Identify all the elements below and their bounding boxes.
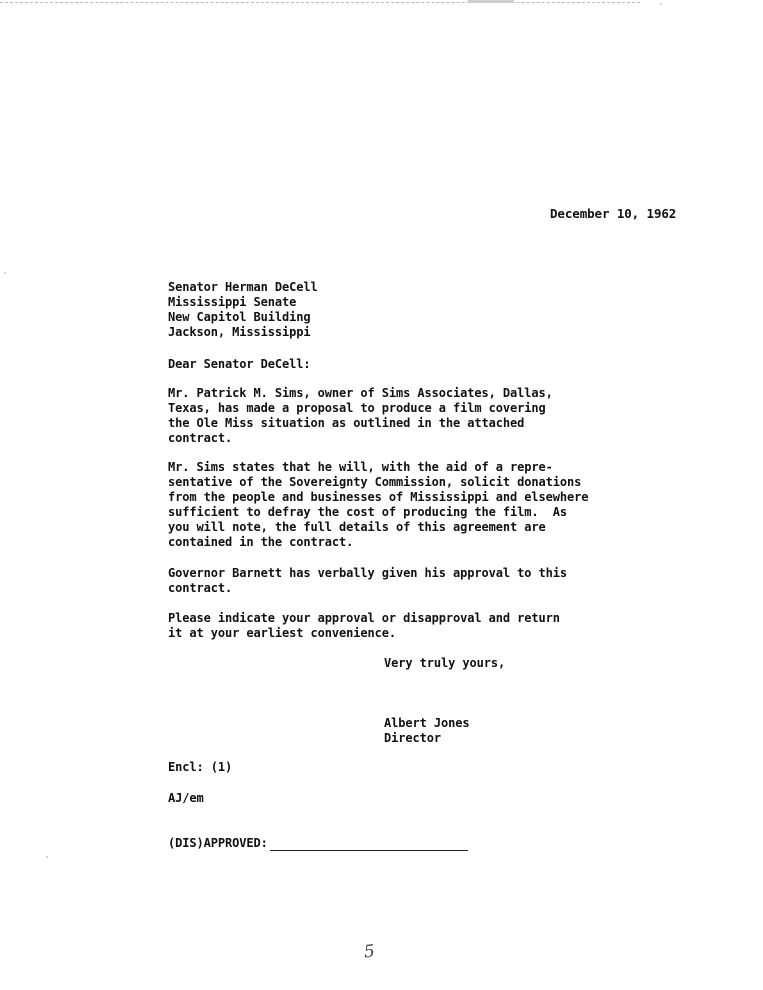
closing: Very truly yours,: [384, 656, 506, 670]
recipient-name: Senator Herman DeCell: [168, 280, 318, 294]
paragraph-2-line: Mr. Sims states that he will, with the aid of a repre-: [168, 460, 553, 474]
signer-title: Director: [384, 731, 441, 745]
scan-speck: [46, 856, 48, 858]
recipient-building: New Capitol Building: [168, 310, 311, 324]
scan-speck: [4, 272, 6, 274]
paragraph-1-line: Texas, has made a proposal to produce a film covering: [168, 401, 546, 415]
paragraph-2-line: contained in the contract.: [168, 535, 354, 549]
recipient-city: Jackson, Mississippi: [168, 325, 311, 339]
scan-speck: [660, 3, 662, 5]
signer-name: Albert Jones: [384, 716, 470, 730]
approval-label: (DIS)APPROVED:: [168, 836, 268, 850]
paragraph-2-line: sufficient to defray the cost of producing the film. As: [168, 505, 567, 519]
recipient-organization: Mississippi Senate: [168, 295, 297, 309]
paragraph-2-line: sentative of the Sovereignty Commission, solicit donations: [168, 475, 582, 489]
approval-signature-line: [270, 850, 468, 851]
page-number-mark: 5: [362, 941, 376, 963]
top-edge-mark: [468, 0, 514, 3]
paragraph-3-line: contract.: [168, 581, 233, 595]
reference-initials: AJ/em: [168, 791, 204, 805]
paragraph-4-line: Please indicate your approval or disapproval and return: [168, 611, 560, 625]
letter-date: December 10, 1962: [550, 206, 677, 221]
paragraph-1-line: the Ole Miss situation as outlined in the attached: [168, 416, 525, 430]
paragraph-3-line: Governor Barnett has verbally given his approval to this: [168, 566, 567, 580]
paragraph-4-line: it at your earliest convenience.: [168, 626, 396, 640]
paragraph-1-line: contract.: [168, 431, 233, 445]
paragraph-1-line: Mr. Patrick M. Sims, owner of Sims Associates, Dallas,: [168, 386, 553, 400]
salutation: Dear Senator DeCell:: [168, 357, 311, 371]
top-edge-artifact: [0, 2, 640, 3]
paragraph-2-line: you will note, the full details of this agreement are: [168, 520, 546, 534]
enclosure-note: Encl: (1): [168, 760, 233, 774]
paragraph-2-line: from the people and businesses of Mississippi and elsewhere: [168, 490, 589, 504]
